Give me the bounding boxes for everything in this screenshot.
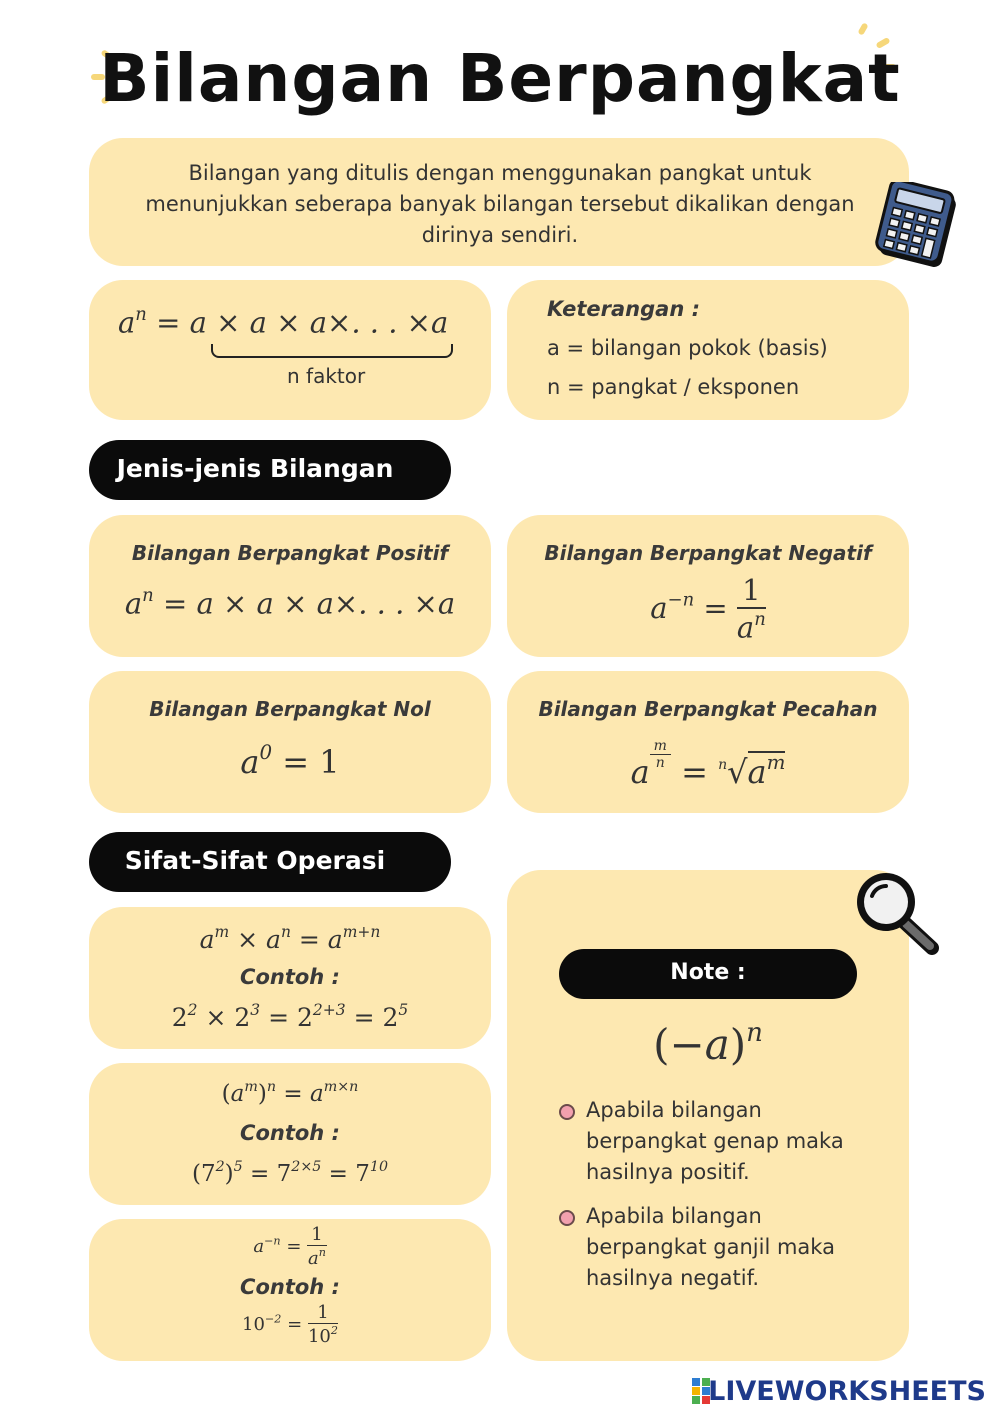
power-rule-formula: $(a^m)^n = a^{m\times n}$ bbox=[221, 1079, 359, 1107]
example-label: Contoh : bbox=[240, 965, 340, 989]
card-negative-exponent bbox=[507, 515, 909, 657]
definition-text: Bilangan yang ditulis dengan menggunakan pangkat untuk menunjukkan seberapa banyak bilangan tersebut dikalikan dengan dirinya sendiri. bbox=[145, 161, 855, 247]
repeated-multiplication-formula: $a^n = a \times a \times a\times$. . . ×a bbox=[118, 304, 449, 340]
section-pill-operations: Sifat-Sifat Operasi bbox=[89, 832, 451, 892]
product-rule-example: $2^2 \times 2^3 = 2^{2+3} = 2^5$ bbox=[171, 1001, 409, 1032]
negative-rule-example: $10^{-2}$ = $\frac{1}{10^2}$ bbox=[242, 1302, 338, 1347]
negative-rule-formula: $a^{-n}$ = $\frac{1}{a^n}$ bbox=[253, 1224, 326, 1269]
note-formula: $(-a)^n$ bbox=[653, 1018, 763, 1070]
zero-exponent-formula: $a^0 = 1$ bbox=[240, 741, 340, 781]
card-title-zero: Bilangan Berpangkat Nol bbox=[149, 697, 431, 721]
underbrace-label: n faktor bbox=[287, 364, 366, 388]
section-pill-types: Jenis-jenis Bilangan bbox=[89, 440, 451, 500]
card-fraction-exponent bbox=[507, 671, 909, 813]
calculator-icon bbox=[872, 182, 964, 268]
bullet-dot bbox=[559, 1104, 575, 1120]
card-title-positive: Bilangan Berpangkat Positif bbox=[131, 541, 449, 565]
card-product-rule bbox=[89, 907, 491, 1049]
sparkle-decoration bbox=[857, 22, 868, 35]
magnifier-icon bbox=[850, 866, 942, 958]
negative-exponent-formula: $a^{-n}$ = $\frac{1}{a^n}$ bbox=[650, 573, 766, 645]
product-rule-formula: $a^m \times a^n = a^{m+n}$ bbox=[199, 923, 381, 954]
power-rule-example: $(7^2)^5 = 7^{2\times 5} = 7^{10}$ bbox=[191, 1159, 389, 1187]
card-power-rule bbox=[89, 1063, 491, 1205]
keterangan-heading: Keterangan : bbox=[547, 297, 700, 321]
card-zero-exponent bbox=[89, 671, 491, 813]
card-title-negative: Bilangan Berpangkat Negatif bbox=[544, 541, 872, 565]
keterangan-line-a: a = bilangan pokok (basis) bbox=[547, 336, 828, 360]
note-bullet-2: Apabila bilangan berpangkat ganjil maka hasilnya negatif. bbox=[586, 1204, 835, 1290]
brand-wordmark: LIVEWORKSHEETS bbox=[708, 1376, 986, 1407]
note-pill: Note : bbox=[559, 949, 857, 999]
fraction-exponent-formula: a $\frac{m}{n}$ = $^n√a^m$ bbox=[630, 738, 786, 791]
card-title-fraction: Bilangan Berpangkat Pecahan bbox=[538, 697, 878, 721]
keterangan-line-n: n = pangkat / eksponen bbox=[547, 375, 800, 399]
note-bullet-1: Apabila bilangan berpangkat genap maka hasilnya positif. bbox=[586, 1098, 844, 1184]
card-positive-exponent bbox=[89, 515, 491, 657]
example-label: Contoh : bbox=[240, 1275, 340, 1299]
page-title: Bilangan Berpangkat bbox=[99, 40, 901, 117]
bullet-dot bbox=[559, 1210, 575, 1226]
example-label: Contoh : bbox=[240, 1121, 340, 1145]
positive-exponent-formula: $a^n = a \times a \times a\times$. . . ×a bbox=[124, 585, 456, 621]
card-negative-rule bbox=[89, 1219, 491, 1361]
underbrace bbox=[211, 344, 453, 358]
